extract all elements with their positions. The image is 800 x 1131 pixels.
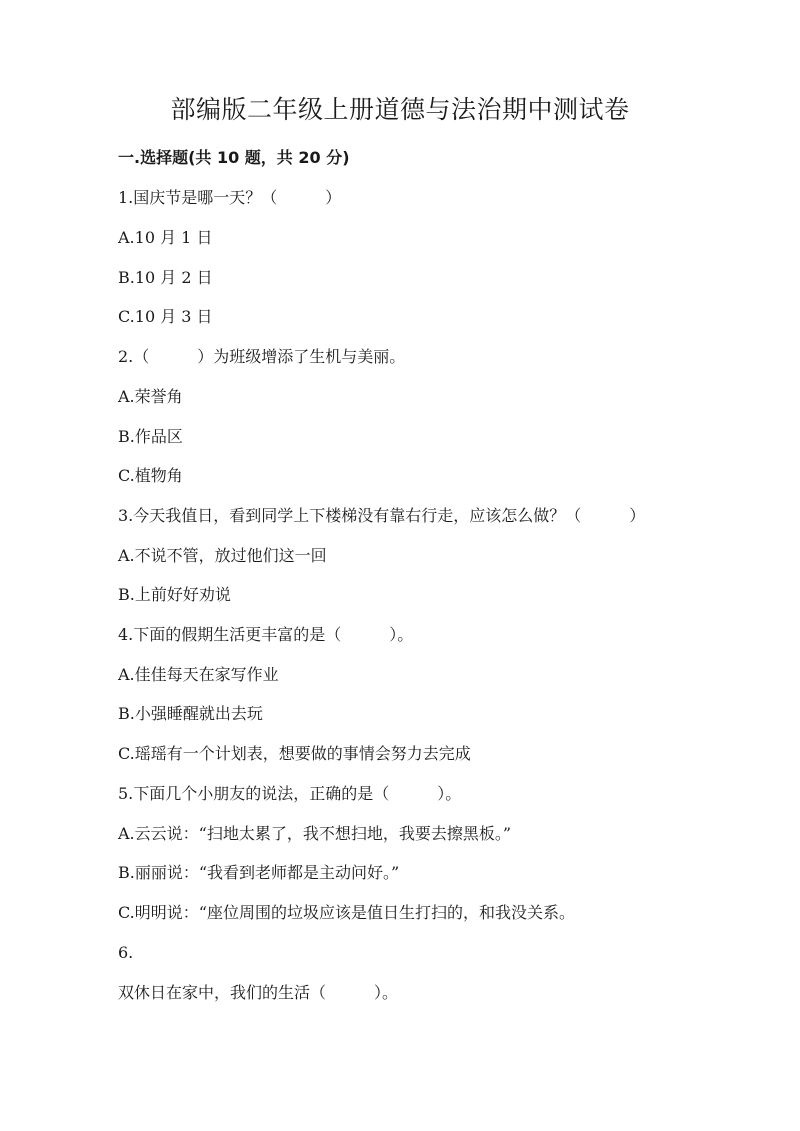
- answer-option: C.10 月 3 日: [118, 307, 213, 326]
- question-text: 双休日在家中，我们的生活（ ）。: [118, 983, 399, 1002]
- page-title: 部编版二年级上册道德与法治期中测试卷: [170, 95, 630, 124]
- question-stem: 4.下面的假期生活更丰富的是（ ）。: [118, 625, 414, 644]
- answer-option: B.作品区: [118, 427, 183, 446]
- answer-option: B.10 月 2 日: [118, 268, 213, 287]
- answer-option: A.不说不管，放过他们这一回: [118, 546, 327, 565]
- answer-option: A.荣誉角: [118, 387, 183, 406]
- answer-option: A.10 月 1 日: [118, 228, 213, 247]
- question-stem: 2.（ ）为班级增添了生机与美丽。: [118, 347, 406, 366]
- question-stem: 3.今天我值日，看到同学上下楼梯没有靠右行走，应该怎么做？（ ）: [118, 506, 646, 525]
- answer-option: B.小强睡醒就出去玩: [118, 704, 263, 723]
- question-stem: 5.下面几个小朋友的说法，正确的是（ ）。: [118, 784, 462, 803]
- question-stem: 1.国庆节是哪一天？（ ）: [118, 188, 342, 207]
- answer-option: C.植物角: [118, 466, 183, 485]
- question-stem: 6.: [118, 943, 134, 962]
- answer-option: A.云云说：“扫地太累了，我不想扫地，我要去擦黑板。”: [118, 824, 512, 843]
- answer-option: B.丽丽说：“我看到老师都是主动问好。”: [118, 863, 400, 882]
- section-heading: 一.选择题(共 10 题，共 20 分): [118, 148, 350, 167]
- answer-option: B.上前好好劝说: [118, 585, 231, 604]
- answer-option: C.明明说：“座位周围的垃圾应该是值日生打扫的，和我没关系。: [118, 903, 575, 922]
- answer-option: A.佳佳每天在家写作业: [118, 665, 279, 684]
- answer-option: C.瑶瑶有一个计划表，想要做的事情会努力去完成: [118, 744, 471, 763]
